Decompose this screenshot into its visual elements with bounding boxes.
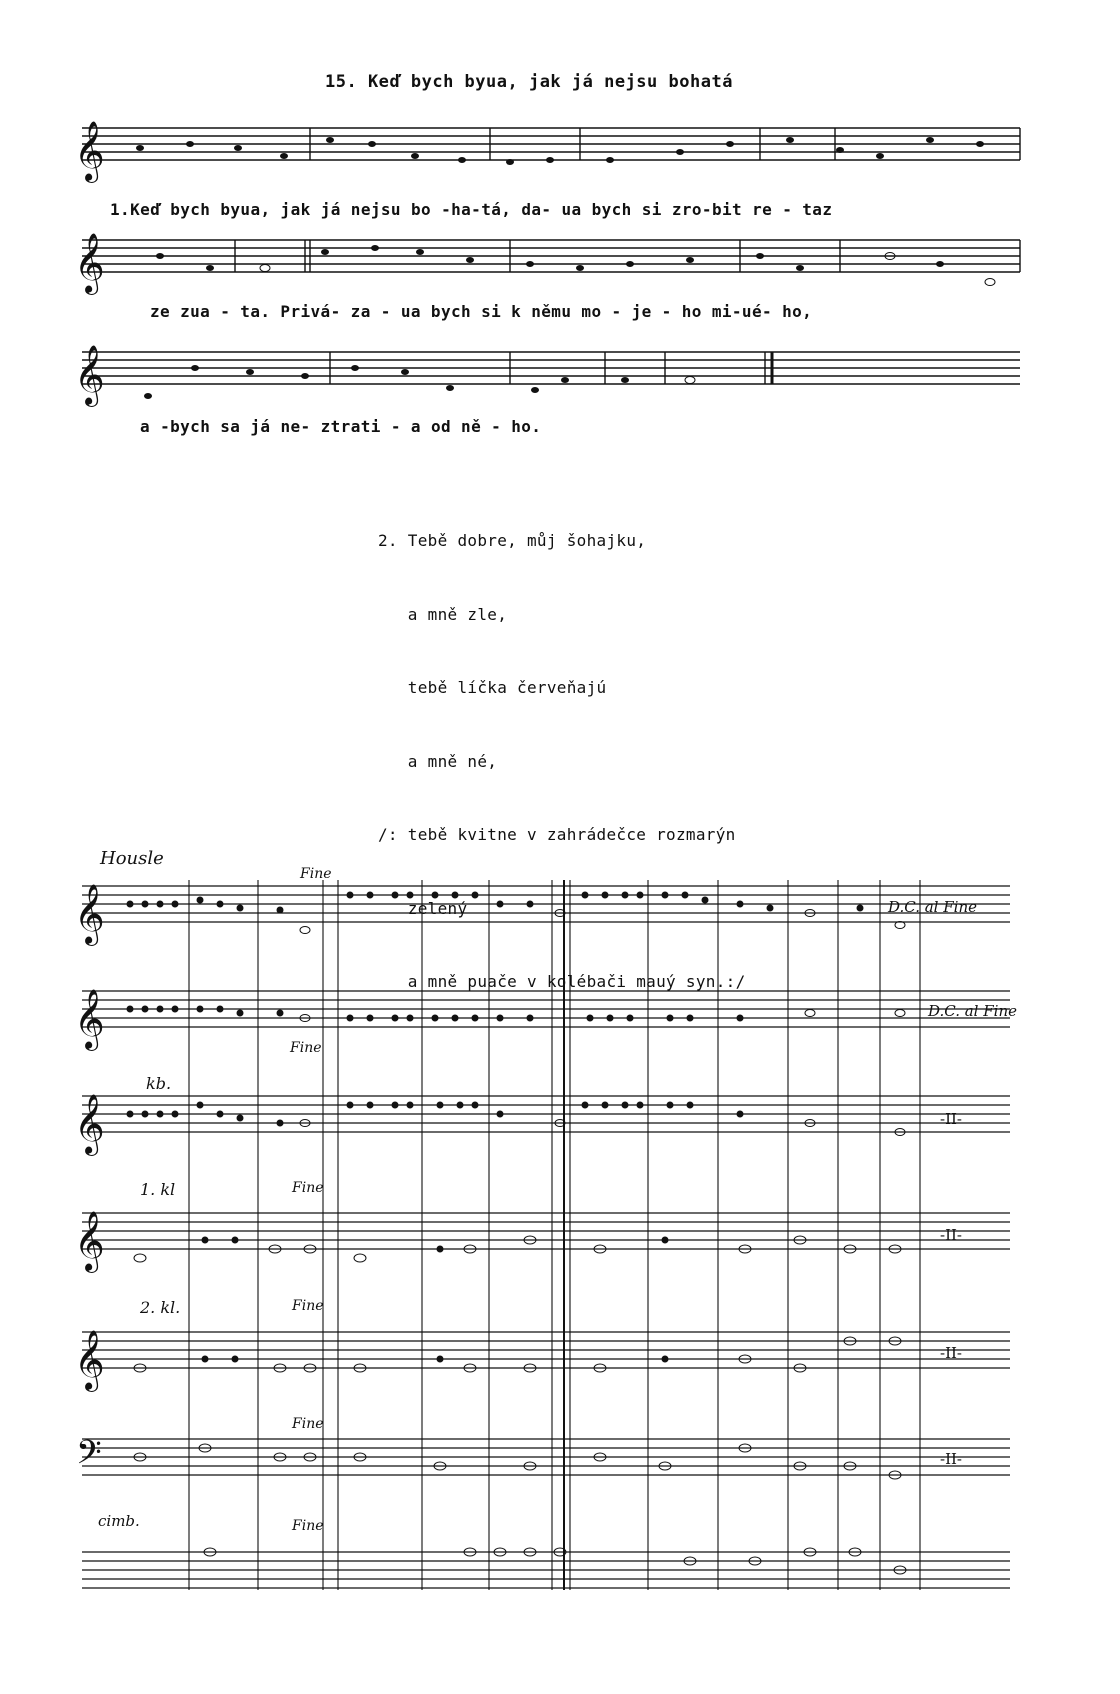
tacet-mark: -II-: [940, 1450, 962, 1468]
violin-label: Housle: [100, 848, 164, 869]
score-notes: [127, 892, 907, 1575]
lyrics-line-2: ze zua - ta. Privá- za - ua bych si k němu mo - je - ho mi-ué- ho,: [150, 302, 813, 321]
verse-line: a mně né,: [378, 751, 498, 771]
staff-clarinet-2: [82, 1332, 1010, 1368]
treble-clef-icon: 𝄞: [74, 989, 105, 1049]
verse-line: 2. Tebě dobre, můj šohajku,: [378, 531, 647, 550]
tacet-mark: -II-: [940, 1226, 962, 1244]
kb-label: kb.: [146, 1074, 172, 1093]
fine-mark: Fine: [292, 1518, 324, 1534]
da-capo-mark: D.C. al Fine: [888, 898, 977, 916]
treble-clef-icon: 𝄞: [74, 233, 105, 293]
treble-clef-icon: 𝄞: [74, 1211, 105, 1271]
verse-line: a mně puače v kolébači mauý syn.:/: [378, 972, 746, 991]
treble-clef-icon: 𝄞: [74, 884, 105, 944]
fine-mark: Fine: [292, 1298, 324, 1314]
treble-clef-icon: 𝄞: [74, 121, 105, 181]
lyrics-line-1: 1.Keď bych byua, jak já nejsu bo -ha-tá, da- ua bych si zro-bit re - taz: [110, 200, 833, 219]
cimbalom-label: cimb.: [98, 1512, 140, 1530]
verse-line: tebě líčka červeňajú: [378, 678, 607, 697]
bass-clef-icon: 𝄢: [76, 1434, 102, 1480]
verse-line: a mně zle,: [378, 604, 508, 624]
lyrics-line-3: a -bych sa já ne- ztrati - a od ně - ho.: [140, 417, 542, 436]
fine-mark: Fine: [292, 1416, 324, 1432]
verse-line: /: tebě kvitne v zahrádečce rozmarýn: [378, 825, 736, 844]
fine-mark: Fine: [290, 1040, 322, 1056]
da-capo-mark: D.C. al Fine: [928, 1002, 1017, 1020]
fine-mark: Fine: [300, 866, 332, 882]
treble-clef-icon: 𝄞: [74, 345, 105, 405]
verse-line: zelený: [378, 898, 468, 918]
treble-clef-icon: 𝄞: [74, 1330, 105, 1390]
staff-bass: [82, 1439, 1010, 1475]
staff-cimbalom: [82, 1552, 1010, 1588]
clarinet-2-label: 2. kl.: [140, 1298, 181, 1317]
tacet-mark: -II-: [940, 1110, 962, 1128]
clarinet-1-label: 1. kl: [140, 1180, 176, 1199]
system-barlines: [189, 880, 920, 1590]
tacet-mark: -II-: [940, 1344, 962, 1362]
staff-clarinet-1: [82, 1213, 1010, 1249]
treble-clef-icon: 𝄞: [74, 1094, 105, 1154]
fine-mark: Fine: [292, 1180, 324, 1196]
song-title: 15. Keď bych byua, jak já nejsu bohatá: [325, 72, 733, 92]
